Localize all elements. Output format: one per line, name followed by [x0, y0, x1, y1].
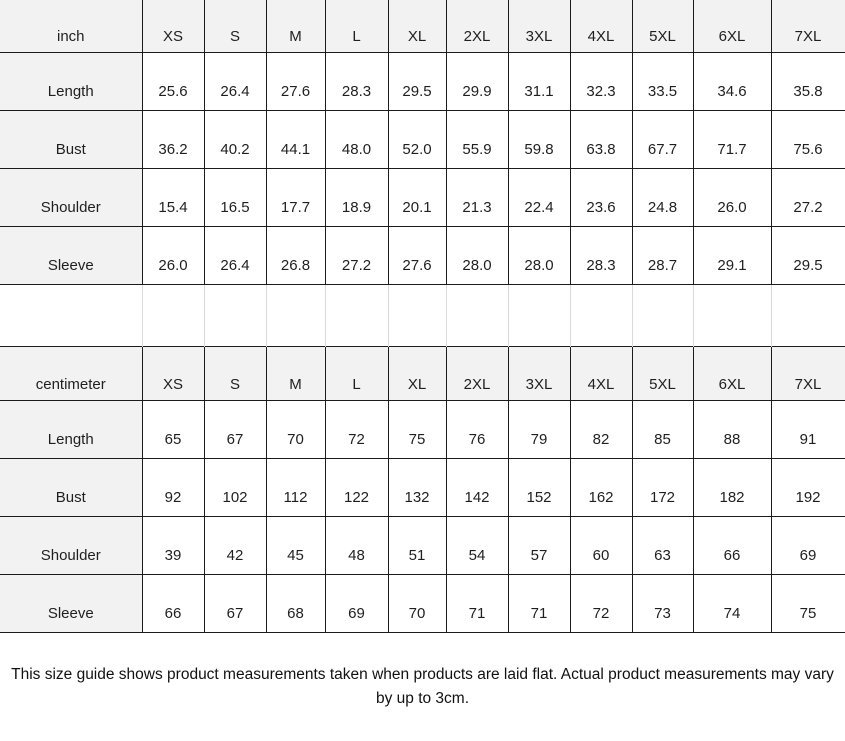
measure-inch-cell: 28.3: [570, 226, 632, 284]
measure-inch-label: Length: [0, 52, 142, 110]
measure-centimeter-cell: 132: [388, 458, 446, 516]
spacer-cell: [388, 284, 446, 346]
measure-inch-label: Sleeve: [0, 226, 142, 284]
measure-inch-cell: 40.2: [204, 110, 266, 168]
spacer-cell: [266, 284, 325, 346]
size-header-inch-cell: 6XL: [693, 0, 771, 52]
measure-inch-cell: 35.8: [771, 52, 845, 110]
measure-inch-cell: 55.9: [446, 110, 508, 168]
measure-inch-cell: 67.7: [632, 110, 693, 168]
spacer-cell: [142, 284, 204, 346]
measure-inch-cell: 27.6: [266, 52, 325, 110]
size-header-centimeter-cell: 2XL: [446, 346, 508, 400]
measure-inch-cell: 75.6: [771, 110, 845, 168]
measure-centimeter-cell: 92: [142, 458, 204, 516]
measure-inch-cell: 29.5: [388, 52, 446, 110]
measure-inch-cell: 44.1: [266, 110, 325, 168]
spacer-row: [0, 284, 845, 346]
size-header-inch-cell: 5XL: [632, 0, 693, 52]
size-header-inch-cell: XL: [388, 0, 446, 52]
measure-centimeter-cell: 75: [388, 400, 446, 458]
measure-centimeter-cell: 51: [388, 516, 446, 574]
measure-inch-cell: 27.6: [388, 226, 446, 284]
measure-inch-cell: 71.7: [693, 110, 771, 168]
size-header-inch-cell: 2XL: [446, 0, 508, 52]
measure-inch-cell: 31.1: [508, 52, 570, 110]
measure-inch-cell: 24.8: [632, 168, 693, 226]
measure-centimeter-cell: 69: [771, 516, 845, 574]
measure-centimeter-cell: 85: [632, 400, 693, 458]
size-header-inch-cell: M: [266, 0, 325, 52]
spacer-cell: [632, 284, 693, 346]
measure-centimeter-cell: 68: [266, 574, 325, 632]
measure-centimeter-cell: 42: [204, 516, 266, 574]
measure-centimeter-cell: 39: [142, 516, 204, 574]
measure-centimeter-cell: 82: [570, 400, 632, 458]
measure-inch-cell: 22.4: [508, 168, 570, 226]
measure-centimeter-cell: 88: [693, 400, 771, 458]
measure-inch-label: Shoulder: [0, 168, 142, 226]
size-header-centimeter-cell: 5XL: [632, 346, 693, 400]
measure-centimeter-cell: 192: [771, 458, 845, 516]
measure-centimeter-cell: 172: [632, 458, 693, 516]
measure-inch-cell: 28.0: [446, 226, 508, 284]
measure-centimeter-label: Bust: [0, 458, 142, 516]
measure-centimeter-cell: 91: [771, 400, 845, 458]
measure-centimeter-cell: 60: [570, 516, 632, 574]
measure-inch-cell: 28.7: [632, 226, 693, 284]
measure-centimeter-cell: 75: [771, 574, 845, 632]
measure-inch-cell: 27.2: [771, 168, 845, 226]
measure-centimeter-cell: 74: [693, 574, 771, 632]
size-header-centimeter-cell: XS: [142, 346, 204, 400]
size-header-inch-cell: XS: [142, 0, 204, 52]
measure-inch-cell: 25.6: [142, 52, 204, 110]
measure-inch-cell: 20.1: [388, 168, 446, 226]
measure-centimeter-cell: 122: [325, 458, 388, 516]
size-guide-footer-note: This size guide shows product measurements taken when products are laid flat. Actual product measurements may vary by up to 3cm.: [11, 665, 834, 707]
row-shoulder-centimeter: [0, 516, 845, 574]
measure-centimeter-cell: 45: [266, 516, 325, 574]
measure-centimeter-cell: 71: [508, 574, 570, 632]
measure-inch-cell: 17.7: [266, 168, 325, 226]
measure-inch-cell: 16.5: [204, 168, 266, 226]
row-length-centimeter: [0, 400, 845, 458]
size-header-inch-label: inch: [0, 0, 142, 52]
measure-centimeter-cell: 70: [266, 400, 325, 458]
measure-centimeter-cell: 57: [508, 516, 570, 574]
size-header-centimeter-cell: M: [266, 346, 325, 400]
measure-inch-cell: 28.0: [508, 226, 570, 284]
measure-inch-cell: 26.0: [693, 168, 771, 226]
measure-centimeter-cell: 54: [446, 516, 508, 574]
measure-inch-cell: 27.2: [325, 226, 388, 284]
measure-inch-cell: 26.4: [204, 52, 266, 110]
measure-centimeter-label: Sleeve: [0, 574, 142, 632]
measure-centimeter-cell: 102: [204, 458, 266, 516]
size-header-centimeter-cell: 3XL: [508, 346, 570, 400]
spacer-cell: [570, 284, 632, 346]
measure-centimeter-cell: 70: [388, 574, 446, 632]
measure-centimeter-cell: 79: [508, 400, 570, 458]
size-header-inch-cell: S: [204, 0, 266, 52]
measure-inch-cell: 29.9: [446, 52, 508, 110]
measure-inch-cell: 33.5: [632, 52, 693, 110]
measure-centimeter-cell: 67: [204, 400, 266, 458]
measure-inch-cell: 23.6: [570, 168, 632, 226]
measure-centimeter-cell: 71: [446, 574, 508, 632]
measure-inch-cell: 26.0: [142, 226, 204, 284]
measure-inch-cell: 29.1: [693, 226, 771, 284]
row-length-inch: [0, 52, 845, 110]
spacer-cell: [325, 284, 388, 346]
measure-centimeter-label: Shoulder: [0, 516, 142, 574]
size-header-centimeter-cell: S: [204, 346, 266, 400]
spacer-cell: [204, 284, 266, 346]
measure-centimeter-cell: 66: [693, 516, 771, 574]
measure-centimeter-cell: 152: [508, 458, 570, 516]
measure-centimeter-cell: 65: [142, 400, 204, 458]
measure-centimeter-cell: 73: [632, 574, 693, 632]
measure-inch-cell: 26.8: [266, 226, 325, 284]
row-bust-inch: [0, 110, 845, 168]
measure-centimeter-cell: 72: [570, 574, 632, 632]
size-header-centimeter-label: centimeter: [0, 346, 142, 400]
measure-centimeter-cell: 162: [570, 458, 632, 516]
row-bust-centimeter: [0, 458, 845, 516]
measure-inch-label: Bust: [0, 110, 142, 168]
measure-centimeter-cell: 63: [632, 516, 693, 574]
size-header-centimeter-cell: L: [325, 346, 388, 400]
measure-centimeter-cell: 66: [142, 574, 204, 632]
spacer-cell: [508, 284, 570, 346]
measure-inch-cell: 28.3: [325, 52, 388, 110]
measure-centimeter-cell: 67: [204, 574, 266, 632]
row-shoulder-inch: [0, 168, 845, 226]
spacer-cell: [693, 284, 771, 346]
header-row-inch: [0, 0, 845, 52]
measure-inch-cell: 63.8: [570, 110, 632, 168]
size-header-centimeter-cell: 4XL: [570, 346, 632, 400]
measure-inch-cell: 29.5: [771, 226, 845, 284]
row-sleeve-centimeter: [0, 574, 845, 632]
measure-inch-cell: 59.8: [508, 110, 570, 168]
measure-inch-cell: 36.2: [142, 110, 204, 168]
measure-centimeter-cell: 76: [446, 400, 508, 458]
measure-inch-cell: 26.4: [204, 226, 266, 284]
size-header-centimeter-cell: 6XL: [693, 346, 771, 400]
measure-centimeter-cell: 112: [266, 458, 325, 516]
measure-inch-cell: 21.3: [446, 168, 508, 226]
measure-centimeter-cell: 182: [693, 458, 771, 516]
row-sleeve-inch: [0, 226, 845, 284]
measure-inch-cell: 18.9: [325, 168, 388, 226]
size-header-inch-cell: 4XL: [570, 0, 632, 52]
spacer-cell: [771, 284, 845, 346]
measure-centimeter-cell: 48: [325, 516, 388, 574]
size-header-inch-cell: 7XL: [771, 0, 845, 52]
size-header-centimeter-cell: XL: [388, 346, 446, 400]
spacer-cell: [446, 284, 508, 346]
measure-inch-cell: 15.4: [142, 168, 204, 226]
spacer-label: [0, 284, 142, 346]
measure-inch-cell: 32.3: [570, 52, 632, 110]
measure-inch-cell: 52.0: [388, 110, 446, 168]
measure-centimeter-cell: 69: [325, 574, 388, 632]
measure-inch-cell: 48.0: [325, 110, 388, 168]
measure-centimeter-cell: 142: [446, 458, 508, 516]
header-row-centimeter: [0, 346, 845, 400]
measure-centimeter-cell: 72: [325, 400, 388, 458]
size-header-centimeter-cell: 7XL: [771, 346, 845, 400]
size-header-inch-cell: L: [325, 0, 388, 52]
size-header-inch-cell: 3XL: [508, 0, 570, 52]
measure-centimeter-label: Length: [0, 400, 142, 458]
measure-inch-cell: 34.6: [693, 52, 771, 110]
